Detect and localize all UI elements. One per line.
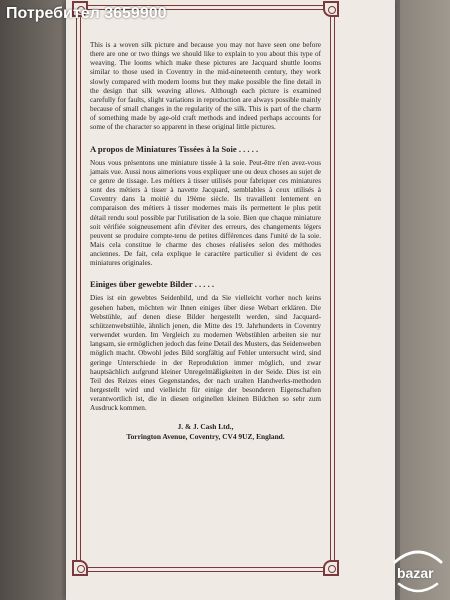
frame-corner-ornament xyxy=(323,560,339,576)
company-footer xyxy=(90,422,321,442)
document-body xyxy=(90,41,321,442)
bazar-logo xyxy=(389,548,447,594)
company-address: Torrington Avenue, Coventry, CV4 9UZ, England. xyxy=(126,432,285,442)
user-watermark: Потребител 3659900 xyxy=(6,5,167,22)
french-paragraph: Nous vous présentons une miniature tissée à la soie. Peut-être n'en avez-vous jamais vue. Aussi nous aimerions vous expliquer une ou deux choses au sujet de ce genre de tissage. Les métiers à tisser utilisés pour fabriquer ces miniatures sont des métiers à tisser à navette Jacquard, semblables à ceux utilisés à Coventry dans la moitié du 19ème siècle. Ils travaillent lentement en comparaison des métiers à tisser modernes mais ils permettent le plus petit détail rendu soul possible par l'utilisation de la soie. Bien que chaque miniature soit vérifiée soigneusement afin d'éviter des erreurs, des changements légers peuvent se produire compte-tenu de petites différences dans l'unité de la soie. Mais cela constitue le charme des choses réalisées selon des méthodes anciennes. De fait, cela explique le caractère particulier si évident de ces miniatures originales. xyxy=(90,158,321,268)
english-paragraph: This is a woven silk picture and because you may not have seen one before there are one or two things we should like to explain to you about this type of weaving. The looms which make these pictures are Jacquard shuttle looms similar to those used in Coventry in the mid-nineteenth century, they work slowly compared with modern looms but they make possible the fine detail in the design that silk weaving allows. Although each picture is examined carefully for faults, slight variations in reproduction are always possible mainly because of small changes in the regularity of the silk. This is part of the charm of something made by age-old craft methods and indeed perhaps accounts for some of the character so apparent in these original little pictures. xyxy=(90,41,321,132)
german-paragraph: Dies ist ein gewebtes Seidenbild, und da Sie vielleicht vorher noch keins gesehen haben, möchten wir Ihnen einiges über diese Webart erklären. Die Webstühle, auf denen diese Bilder hergestellt werden, sind Jacquard-schützenwebstühle, ähnlich jenen, die Mitte des 19. Jahrhunderts in Coventry verwendet wurden. Im Vergleich zu modernen Webstühlen arbeiten sie nur langsam, sie ermöglichen jedoch das feine Detail des Musters, das Seidenweben möglich macht. Obwohl jedes Bild sorgfältig auf Fehler untersucht wird, sind geringe Unterschiede in der Reproduktion immer möglich, und zwar hauptsächlich aufgrund kleiner Unregelmäßigkeiten in der Seide. Dies ist ein Teil des Reizes eines Gegenstandes, der nach uralten Handwerks-methoden hergestellt wird und vielleicht für einige der besonderen Eigenschaften verantwortlich ist, die in diesen originellen kleinen Bildchen so sehr zum Ausdruck kommen. xyxy=(90,294,321,413)
logo-text: bazar xyxy=(397,565,434,581)
background-left-edge xyxy=(0,0,62,600)
background-right-edge xyxy=(400,0,450,600)
frame-corner-ornament xyxy=(72,560,88,576)
frame-corner-ornament xyxy=(323,1,339,17)
french-heading: A propos de Miniatures Tissées à la Soie . . . . . xyxy=(90,143,259,154)
company-name: J. & J. Cash Ltd., xyxy=(177,422,234,432)
german-heading: Einiges über gewebte Bilder . . . . . xyxy=(90,279,215,290)
